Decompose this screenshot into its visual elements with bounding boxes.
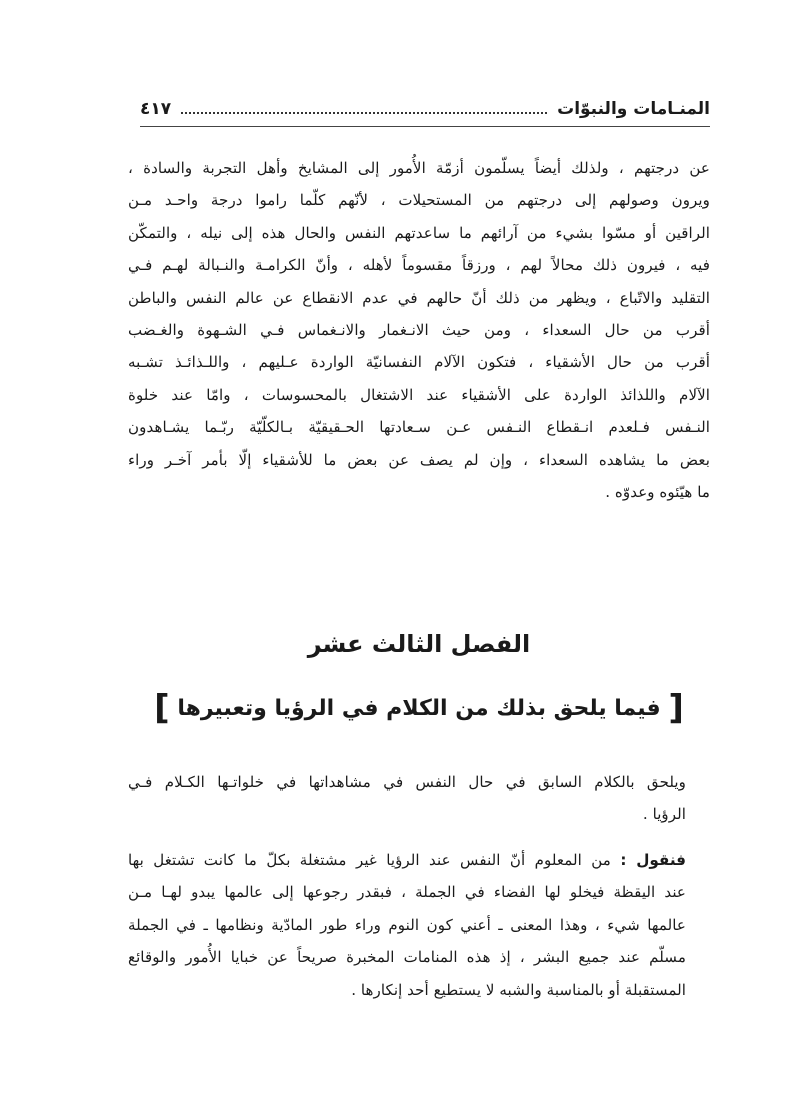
paragraph-line: مسلّم عند جميع البشر ، إذ هذه المنامات المخبرة صريحاً عن خبايا الأُمور والوقائع: [128, 948, 686, 967]
first-line-text: من المعلوم أنّ النفس عند الرؤيا غير مشتغلة بكلّ ما كانت تشتغل بها: [128, 851, 621, 869]
paragraph-line: ويلحق بالكلام السابق في حال النفس في مشاهداتها في خلواتـها الكـلام فـي: [128, 773, 686, 791]
paragraph-line: [128, 844, 710, 876]
chapter-title: الفصل الثالث عشر: [307, 630, 531, 658]
header-dot-leader: [181, 112, 547, 114]
paragraph-3: [128, 844, 710, 1006]
paragraph-2: [128, 766, 710, 831]
paragraph-line: بعض ما يشاهده السعداء ، وإن لم يصف عن بعض ما للأشقياء إلّا بأمر آخـر وراء: [128, 450, 710, 469]
paragraph-line: أقرب من حال الأشقياء ، فتكون الآلام النفسانيّة الواردة عـليهم ، واللـذائـذ تشـبه: [128, 353, 710, 372]
paragraph-line: أقرب من حال السعداء ، ومن حيث الانـغمار والانـغماس فـي الشـهوة والغـضب: [128, 321, 710, 340]
running-header: [140, 94, 710, 124]
running-header-title: المنـامات والنبوّات: [557, 99, 710, 119]
paragraph-line: عالمها شيء ، وهذا المعنى ـ أعني كون النوم وراء طور المادّية ونظامها ـ في الجملة: [128, 915, 686, 934]
paragraph-line: النـفس فـلعدم انـقطاع النـفس عـن سـعادتها الحـقيقيّة بـالكلّيّة ربّـما يشـاهدون: [128, 418, 710, 437]
subtitle-bracket-close: ]: [154, 688, 170, 728]
chapter-subtitle-text: فيما يلحق بذلك من الكلام في الرؤيا وتعبيرها: [177, 696, 661, 721]
subtitle-bracket-open: [: [668, 688, 684, 728]
page-number: ٤١٧: [140, 99, 172, 119]
paragraph-line: المستقبلة أو بالمناسبة والشبه لا يستطيع أحد إنكارها .: [351, 980, 686, 999]
paragraph-line: عن درجتهم ، ولذلك أيضاً يسلّمون أزمّة الأُمور إلى المشايخ وأهل التجربة والسادة ،: [128, 159, 710, 177]
paragraph-line: الآلام واللذائذ الواردة على الأشقياء عند الاشتغال بالمحسوسات ، وامّا عند خلوة: [128, 385, 710, 404]
paragraph-1: [128, 152, 710, 508]
paragraph-line: فيه ، فيرون ذلك محالاً لهم ، ورزقاً مقسوماً لأهله ، وأنّ الكرامـة والنـبالة لهـم فـي: [128, 256, 710, 275]
lead-word: فنقول :: [620, 851, 686, 869]
paragraph-line: ويرون وصولهم إلى درجتهم من المستحيلات ، لأنّهم كلّما راموا درجة واحـد مـن: [128, 191, 710, 210]
paragraph-line: الراقين أو مسّوا بشيء من آرائهم ما ساعدتهم النفس والحال هذه إلى نيله ، والتمكّن: [128, 223, 710, 242]
paragraph-line: التقليد والاتّباع ، ويظهر من ذلك أنّ حالهم في عدم الانقطاع عن عالم النفس والباطن: [128, 288, 710, 307]
paragraph-line: الرؤيا .: [642, 805, 686, 824]
header-rule: [140, 126, 710, 127]
chapter-subtitle: [128, 688, 710, 728]
paragraph-line: ما هيّئوه وعدوّه .: [605, 483, 710, 502]
paragraph-line: عند اليقظة فيخلو لها الفضاء في الجملة ، فبقدر رجوعها إلى عالمها يبدو لهـا مـن: [128, 883, 686, 902]
